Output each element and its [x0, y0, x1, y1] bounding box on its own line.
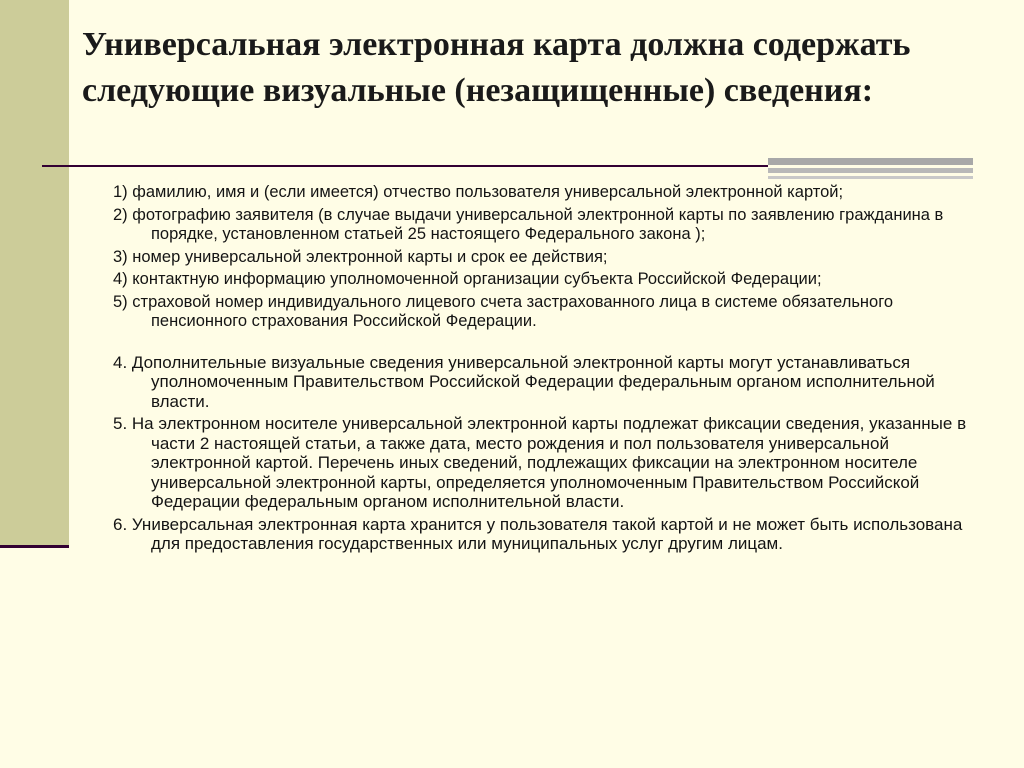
slide-title: Универсальная электронная карта должна содержать следующие визуальные (незащищенные) сведения:: [82, 26, 911, 109]
main-item-list: [113, 353, 973, 554]
list-item: 4. Дополнительные визуальные сведения универсальной электронной карты могут устанавливаться уполномоченным Правительством Российской Федерации федеральным органом исполнительной власти.: [113, 352, 935, 411]
title-underline: [42, 165, 772, 167]
slide-body: [113, 183, 973, 557]
title-decor-bars: [768, 158, 973, 180]
list-item: 5) страховой номер индивидуального лицевого счета застрахованного лица в системе обязательного пенсионного страхования Российской Федерации.: [113, 292, 894, 330]
list-item: 6. Универсальная электронная карта хранится у пользователя такой картой и не может быть использована для предоставления государственных или муниципальных услуг другим лицам.: [113, 514, 963, 553]
side-strip-divider: [0, 545, 69, 548]
list-item: 3) номер универсальной электронной карты и срок ее действия;: [113, 247, 608, 266]
list-item: 5. На электронном носителе универсальной электронной карты подлежат фиксации сведения, указанные в части 2 настоящей статьи, а также дата, место рождения и пол пользователя универсальной электронной картой. Перечень иных сведений, подлежащих фиксации на электронном носителе универсальной электронной карты, определяется уполномоченным Правительством Российской Федерации федеральным органом исполнительной власти.: [113, 414, 967, 511]
side-strip: [0, 0, 69, 545]
list-item: 1) фамилию, имя и (если имеется) отчество пользователя универсальной электронной картой;: [113, 183, 844, 201]
sub-item-list: [113, 183, 973, 332]
list-item: 2) фотографию заявителя (в случае выдачи универсальной электронной карты по заявлению гражданина в порядке, установленном статьей 25 настоящего Федерального закона );: [113, 205, 944, 243]
list-item: 4) контактную информацию уполномоченной организации субъекта Российской Федерации;: [113, 270, 822, 288]
